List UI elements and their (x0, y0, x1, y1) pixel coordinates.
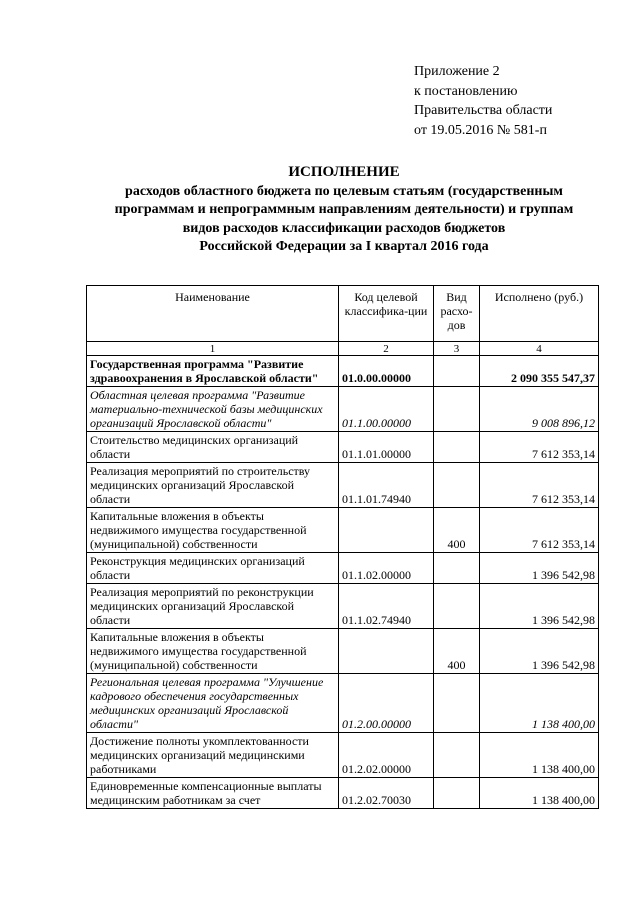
row-vid (434, 387, 480, 432)
row-vid (434, 584, 480, 629)
header-code: Код целевой классифика-ции (339, 286, 434, 342)
row-vid (434, 553, 480, 584)
table-row (87, 387, 599, 432)
row-vid (434, 432, 480, 463)
row-name: Достижение полноты укомплектованности медицинских организаций медицинскими работниками (87, 733, 339, 778)
header-name: Наименование (87, 286, 339, 342)
budget-table (86, 285, 599, 809)
column-number: 4 (480, 342, 599, 356)
row-code: 01.1.02.74940 (339, 584, 434, 629)
row-code (339, 629, 434, 674)
row-name: Единовременные компенсационные выплаты медицинским работникам за счет (87, 778, 339, 809)
table-row (87, 629, 599, 674)
annex-line: к постановлению (414, 83, 518, 99)
row-vid (434, 356, 480, 387)
row-code (339, 508, 434, 553)
row-vid (434, 778, 480, 809)
row-name: Реконструкция медицинских организаций области (87, 553, 339, 584)
header-vid: Вид расхо-дов (434, 286, 480, 342)
row-vid (434, 674, 480, 733)
row-vid: 400 (434, 508, 480, 553)
title-line: расходов областного бюджета по целевым статьям (государственным (125, 183, 563, 199)
table-row (87, 432, 599, 463)
row-code: 01.1.02.00000 (339, 553, 434, 584)
row-name: Капитальные вложения в объекты недвижимого имущества государственной (муниципальной) собственности (87, 508, 339, 553)
row-amount: 1 138 400,00 (480, 674, 599, 733)
row-amount: 1 396 542,98 (480, 553, 599, 584)
table-row (87, 733, 599, 778)
row-amount: 7 612 353,14 (480, 508, 599, 553)
annex-line: Правительства области (414, 103, 553, 118)
annex-block (414, 62, 552, 140)
header-amount: Исполнено (руб.) (480, 286, 599, 342)
row-name: Региональная целевая программа "Улучшение кадрового обеспечения государственных медицинских организаций Ярославской области" (87, 674, 339, 733)
row-name: Областная целевая программа "Развитие материально-технической базы медицинских организаций Ярославской области" (87, 387, 339, 432)
title-line: Российской Федерации за I квартал 2016 года (199, 239, 489, 254)
row-code: 01.1.01.74940 (339, 463, 434, 508)
table-row (87, 778, 599, 809)
column-number: 3 (434, 342, 480, 356)
title-heading: ИСПОЛНЕНИЕ (288, 164, 400, 180)
row-amount: 2 090 355 547,37 (480, 356, 599, 387)
table-row (87, 356, 599, 387)
row-name: Капитальные вложения в объекты недвижимого имущества государственной (муниципальной) собственности (87, 629, 339, 674)
table-row (87, 508, 599, 553)
annex-line: от 19.05.2016 № 581-п (414, 122, 547, 138)
row-code: 01.1.01.00000 (339, 432, 434, 463)
row-vid (434, 463, 480, 508)
annex-line: Приложение 2 (414, 64, 500, 79)
row-amount: 1 138 400,00 (480, 778, 599, 809)
row-amount: 1 138 400,00 (480, 733, 599, 778)
column-number: 1 (87, 342, 339, 356)
row-amount: 7 612 353,14 (480, 432, 599, 463)
table-row (87, 463, 599, 508)
column-number-row (87, 342, 599, 356)
row-amount: 7 612 353,14 (480, 463, 599, 508)
row-code: 01.0.00.00000 (339, 356, 434, 387)
row-name: Государственная программа "Развитие здравоохранения в Ярославской области" (87, 356, 339, 387)
row-name: Стоительство медицинских организаций области (87, 432, 339, 463)
row-amount: 9 008 896,12 (480, 387, 599, 432)
row-amount: 1 396 542,98 (480, 629, 599, 674)
row-code: 01.1.00.00000 (339, 387, 434, 432)
row-vid: 400 (434, 629, 480, 674)
row-code: 01.2.00.00000 (339, 674, 434, 733)
title-line: программам и непрограммным направлениям деятельности) и группам (114, 202, 574, 217)
table-row (87, 674, 599, 733)
row-name: Реализация мероприятий по реконструкции медицинских организаций Ярославской области (87, 584, 339, 629)
row-vid (434, 733, 480, 778)
row-name: Реализация мероприятий по строительству медицинских организаций Ярославской области (87, 463, 339, 508)
table-row (87, 584, 599, 629)
title-line: видов расходов классификации расходов бюджетов (182, 220, 506, 236)
column-number: 2 (339, 342, 434, 356)
row-code: 01.2.02.00000 (339, 733, 434, 778)
table-header-row (87, 286, 599, 342)
document-title (70, 163, 618, 257)
row-code: 01.2.02.70030 (339, 778, 434, 809)
table-row (87, 553, 599, 584)
row-amount: 1 396 542,98 (480, 584, 599, 629)
